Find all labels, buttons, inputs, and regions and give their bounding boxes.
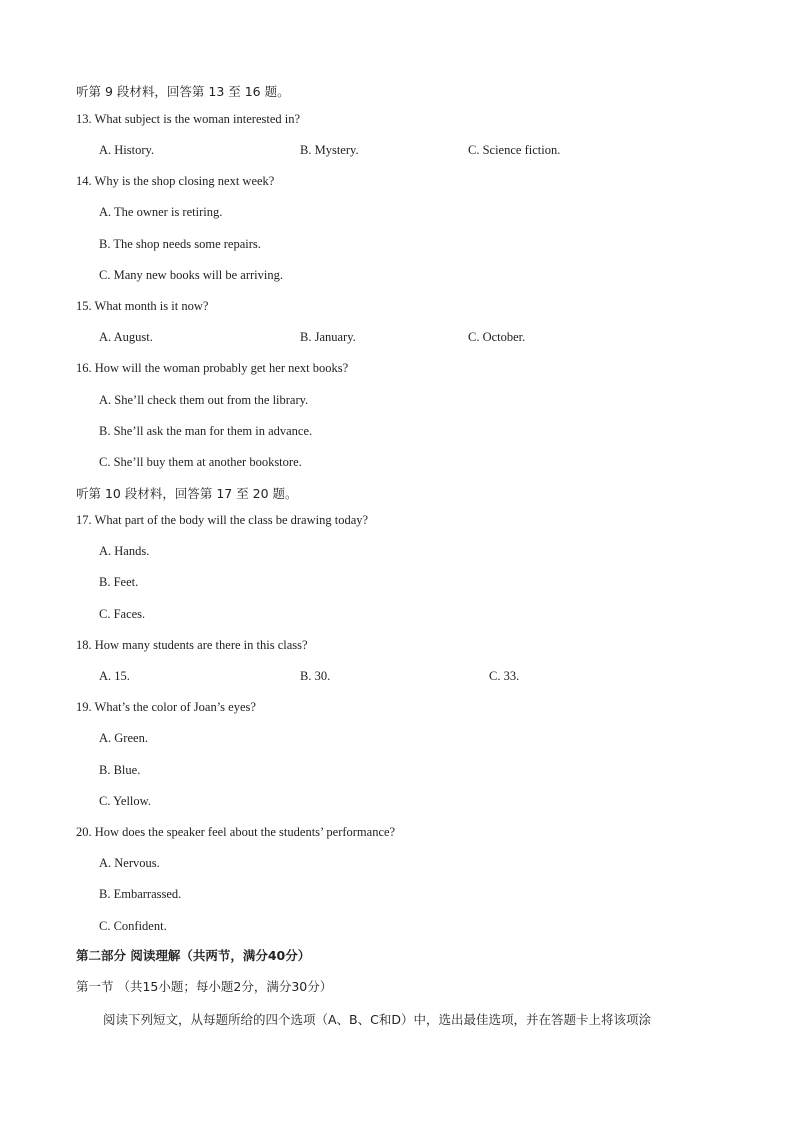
question-17-option-b: B. Feet. — [99, 575, 139, 589]
question-20-option-b: B. Embarrassed. — [99, 887, 182, 901]
question-20-option-c: C. Confident. — [99, 919, 167, 933]
question-15-option-b: B. January. — [300, 330, 356, 344]
question-16-option-b: B. She’ll ask the man for them in advance. — [99, 424, 313, 438]
question-17-stem: 17. What part of the body will the class be drawing today? — [76, 513, 369, 527]
question-18-option-c: C. 33. — [489, 669, 520, 683]
section9-header: 听第 9 段材料，回答第 13 至 16 题。 — [76, 84, 290, 99]
question-19-stem: 19. What’s the color of Joan’s eyes? — [76, 700, 256, 714]
question-16-option-c: C. She’ll buy them at another bookstore. — [99, 455, 302, 469]
question-17-option-a: A. Hands. — [99, 544, 150, 558]
question-13-option-a: A. History. — [99, 143, 155, 157]
question-14-option-c: C. Many new books will be arriving. — [99, 268, 284, 282]
section10-header: 听第 10 段材料，回答第 17 至 20 题。 — [76, 486, 298, 501]
question-16-stem: 16. How will the woman probably get her next books? — [76, 361, 349, 375]
question-14-option-b: B. The shop needs some repairs. — [99, 237, 261, 251]
question-20-option-a: A. Nervous. — [99, 856, 160, 870]
question-19-option-a: A. Green. — [99, 731, 148, 745]
question-18-option-a: A. 15. — [99, 669, 130, 683]
question-17-option-c: C. Faces. — [99, 607, 146, 621]
question-18-stem: 18. How many students are there in this class? — [76, 638, 308, 652]
question-19-option-c: C. Yellow. — [99, 794, 151, 808]
question-16-option-a: A. She’ll check them out from the library. — [99, 393, 309, 407]
question-18-option-b: B. 30. — [300, 669, 331, 683]
question-14-option-a: A. The owner is retiring. — [99, 205, 223, 219]
reading-instructions: 阅读下列短文，从每题所给的四个选项（A、B、C和D）中，选出最佳选项，并在答题卡上将该项涂 — [103, 1012, 651, 1027]
question-13-option-b: B. Mystery. — [300, 143, 359, 157]
question-14-stem: 14. Why is the shop closing next week? — [76, 174, 275, 188]
question-13-stem: 13. What subject is the woman interested in? — [76, 112, 301, 126]
part2-title: 第二部分 阅读理解（共两节，满分40分） — [76, 948, 311, 963]
question-15-stem: 15. What month is it now? — [76, 299, 209, 313]
question-20-stem: 20. How does the speaker feel about the students’ performance? — [76, 825, 396, 839]
question-15-option-c: C. October. — [468, 330, 526, 344]
section1-title: 第一节 （共15小题；每小题2分，满分30分） — [76, 979, 333, 994]
question-15-option-a: A. August. — [99, 330, 153, 344]
question-13-option-c: C. Science fiction. — [468, 143, 561, 157]
question-19-option-b: B. Blue. — [99, 763, 141, 777]
